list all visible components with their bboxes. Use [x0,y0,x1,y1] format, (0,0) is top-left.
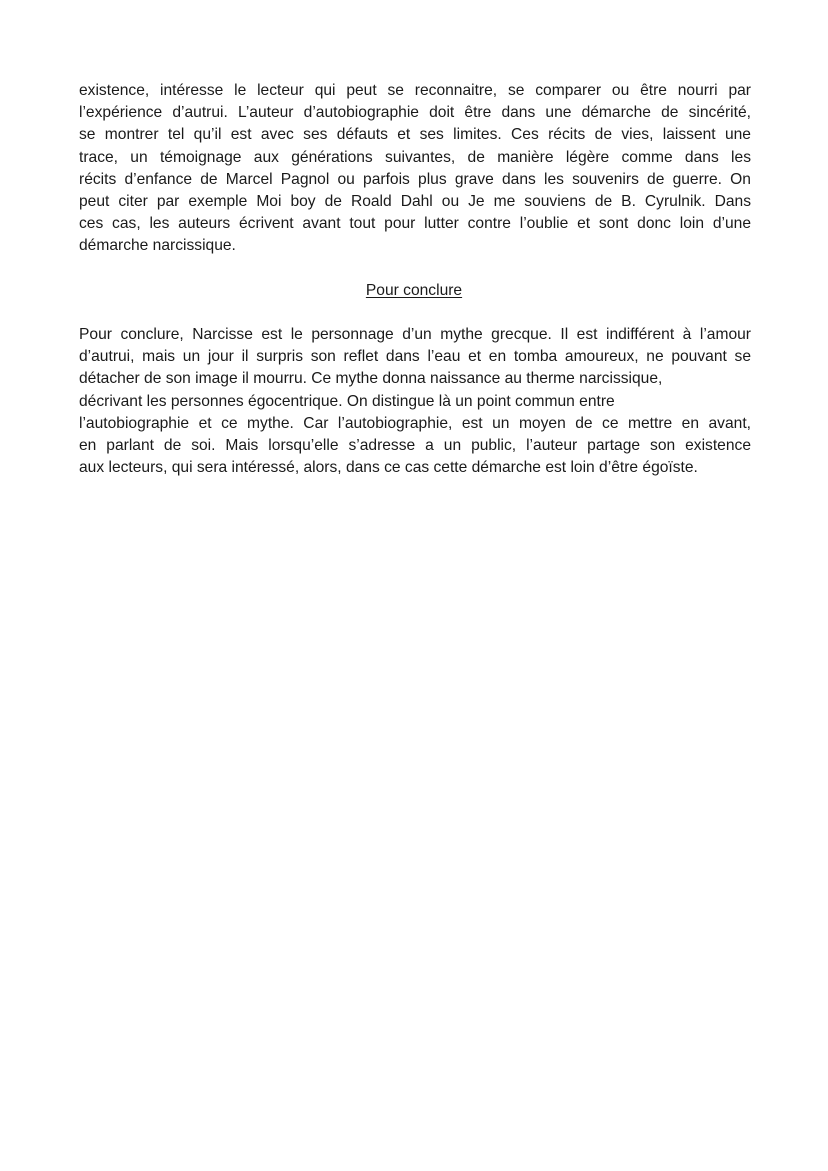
paragraph-line: existence, intéresse le lecteur qui peut se reconnaitre, se comparer ou être nourri par [79,82,751,99]
paragraph-line: l’autobiographie et ce mythe. Car l’autobiographie, est un moyen de ce mettre en avant, [79,414,751,432]
paragraph-line: trace, un témoignage aux générations suivantes, de manière légère comme dans les [79,148,751,166]
section-heading [0,280,828,302]
paragraph-line: récits d’enfance de Marcel Pagnol ou parfois plus grave dans les souvenirs de guerre. On [79,170,751,188]
paragraph-line: d’autrui, mais un jour il surpris son reflet dans l’eau et en tomba amoureux, ne pouvant se [79,348,751,366]
paragraph-line: peut citer par exemple Moi boy de Roald Dahl ou Je me souviens de B. Cyrulnik. Dans [79,192,751,210]
paragraph-line: ces cas, les auteurs écrivent avant tout pour lutter contre l’oublie et sont donc loin d’une [79,215,751,233]
paragraph-line: l’expérience d’autrui. L’auteur d’autobiographie doit être dans une démarche de sincérité, [79,104,751,122]
paragraph-line: Pour conclure, Narcisse est le personnage d’un mythe grecque. Il est indifférent à l’amour [79,326,751,343]
paragraph-line: se montrer tel qu’il est avec ses défauts et ses limites. Ces récits de vies, laissent une [79,126,751,144]
paragraph-autobiography [79,80,751,258]
paragraph-line: détacher de son image il mourru. Ce mythe donna naissance au therme narcissique, [79,370,663,388]
section-heading-text: Pour conclure [365,282,463,299]
paragraph-conclusion [79,324,751,479]
paragraph-line: aux lecteurs, qui sera intéressé, alors, dans ce cas cette démarche est loin d’être égoïste. [79,459,698,477]
paragraph-line: en parlant de soi. Mais lorsqu’elle s’adresse a un public, l’auteur partage son existence [79,436,751,454]
paragraph-line: démarche narcissique. [79,237,236,255]
paragraph-line: décrivant les personnes égocentrique. On distingue là un point commun entre [79,392,615,410]
